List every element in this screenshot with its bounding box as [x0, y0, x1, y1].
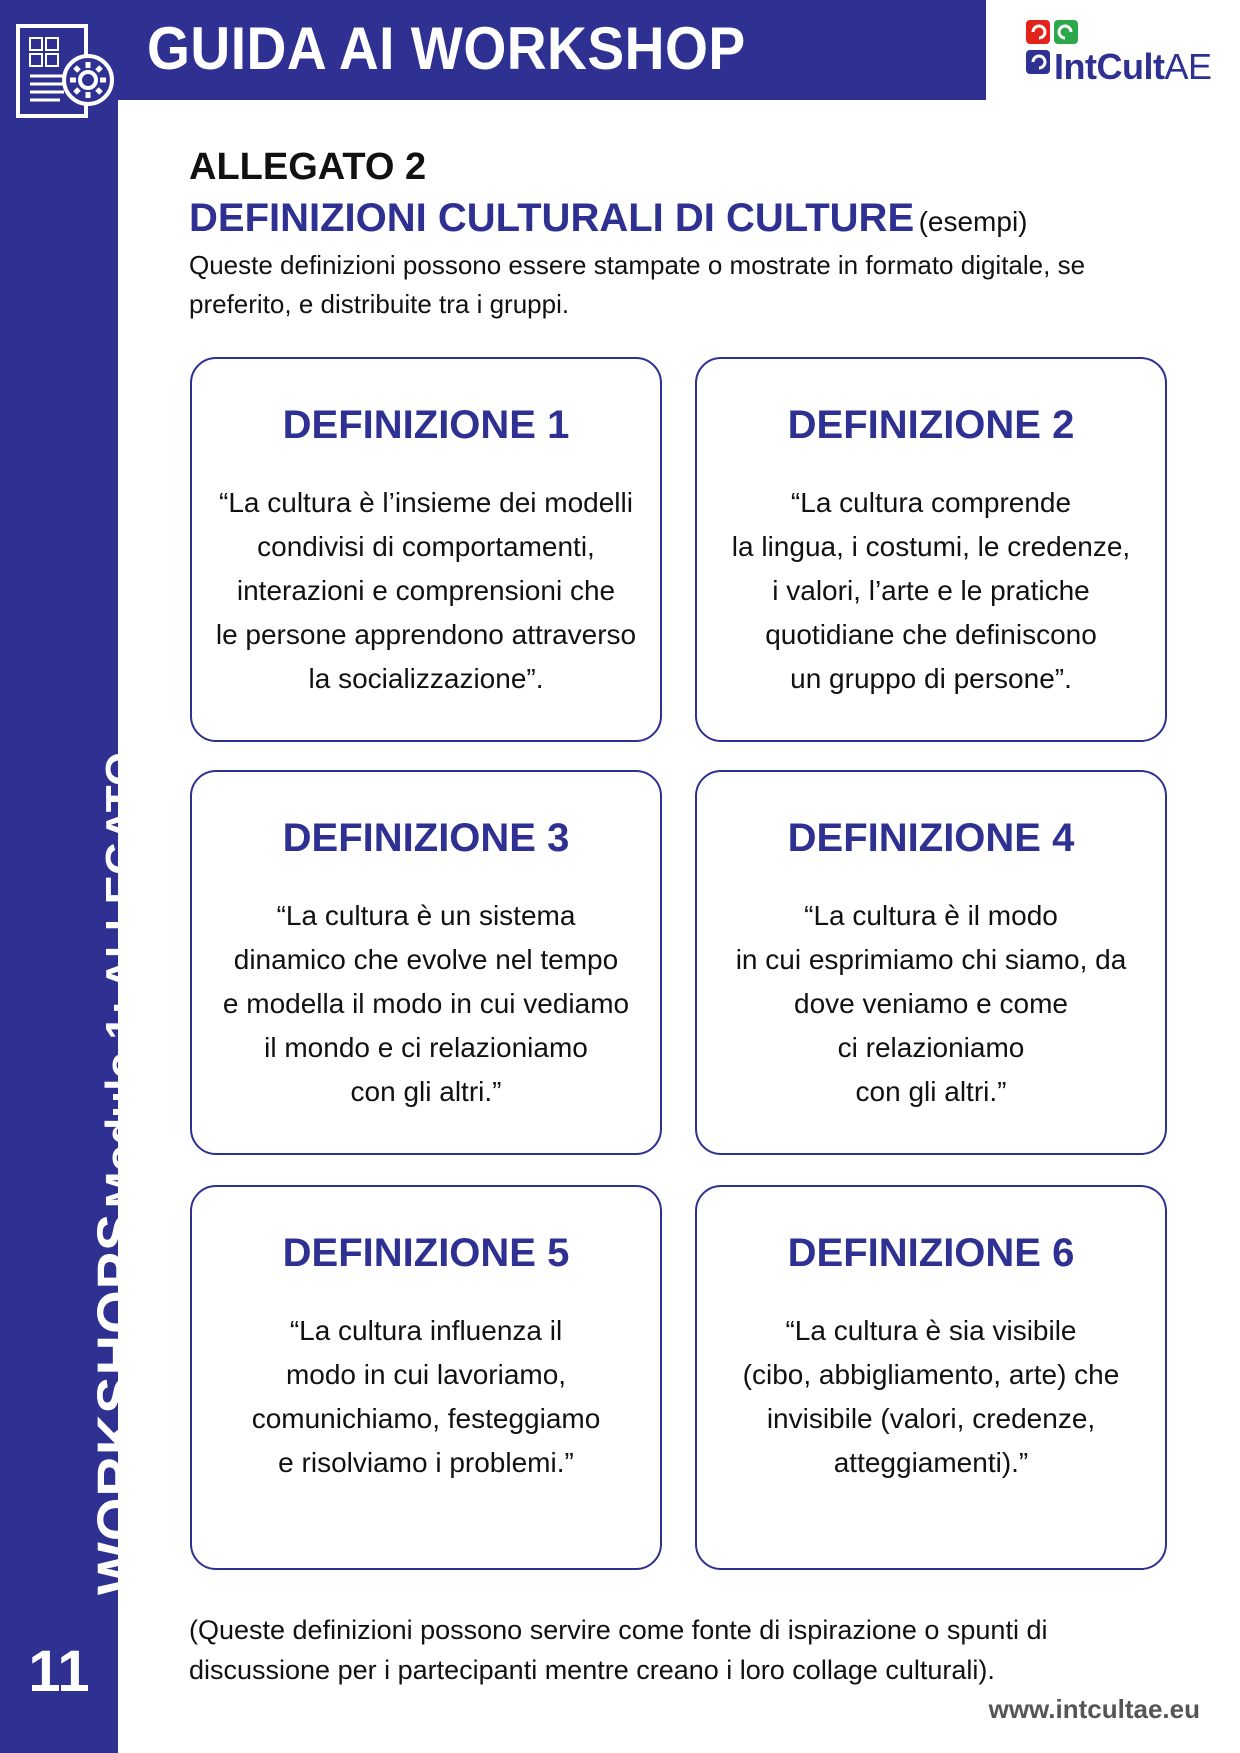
definition-title: DEFINIZIONE 3: [282, 816, 570, 860]
footnote-text: (Queste definizioni possono servire come fonte di ispirazione o spunti di discussione per i partecipanti mentre creano i loro collage culturali).: [189, 1615, 1048, 1685]
definition-title: DEFINIZIONE 6: [787, 1231, 1075, 1275]
page-number: 11: [28, 1639, 90, 1704]
page-header-title: GUIDA AI WORKSHOP: [147, 15, 746, 82]
sidebar-vertical-label: [84, 752, 149, 1595]
definition-title: DEFINIZIONE 1: [282, 403, 570, 447]
definition-text: “La cultura è l’insieme dei modelli condivisi di comportamenti, interazioni e comprensioni che le persone apprendono attraverso la socializzazione”.: [215, 487, 637, 694]
logo-wordmark-light: AE: [1164, 46, 1212, 87]
sidebar-workshops-label: WORKSHOPS: [85, 1212, 148, 1595]
definition-text: “La cultura è il modo in cui esprimiamo chi siamo, da dove veniamo e come ci relazioniamo con gli altri.”: [735, 900, 1127, 1107]
definition-card: [190, 1185, 662, 1570]
website-link[interactable]: www.intcultae.eu: [988, 1694, 1200, 1724]
definition-card: [695, 357, 1167, 742]
definition-title: DEFINIZIONE 5: [282, 1231, 570, 1275]
definition-card: [190, 357, 662, 742]
section-subtitle: [189, 196, 1028, 241]
logo-wordmark-bold: IntCult: [1054, 46, 1165, 87]
logo-wordmark: [1054, 46, 1212, 88]
intcultae-logo: [1024, 18, 1214, 90]
workshop-document-gear-icon: [16, 24, 116, 130]
definition-card: [695, 770, 1167, 1155]
definition-card: [190, 770, 662, 1155]
section-subtitle-paren: (esempi): [918, 206, 1028, 237]
definition-title: DEFINIZIONE 4: [787, 816, 1075, 860]
definition-card: [695, 1185, 1167, 1570]
annex-heading: ALLEGATO 2: [189, 146, 427, 188]
sidebar-module-label: Modulo 1: ALLEGATO: [97, 751, 146, 1209]
intro-text: Queste definizioni possono essere stampate o mostrate in formato digitale, se preferito, e distribuite tra i gruppi.: [189, 250, 1086, 319]
definition-text: “La cultura è sia visibile (cibo, abbigliamento, arte) che invisibile (valori, credenze, atteggiamenti).”: [742, 1315, 1120, 1478]
definition-text: “La cultura comprende la lingua, i costumi, le credenze, i valori, l’arte e le pratiche quotidiane che definiscono un gruppo di persone”.: [731, 487, 1131, 694]
section-subtitle-main: DEFINIZIONI CULTURALI DI CULTURE: [189, 196, 915, 240]
definition-text: “La cultura influenza il modo in cui lavoriamo, comunichiamo, festeggiamo e risolviamo i problemi.”: [251, 1315, 601, 1478]
definition-text: “La cultura è un sistema dinamico che evolve nel tempo e modella il modo in cui vediamo il mondo e ci relazioniamo con gli altri.”: [222, 900, 630, 1107]
definition-title: DEFINIZIONE 2: [787, 403, 1075, 447]
